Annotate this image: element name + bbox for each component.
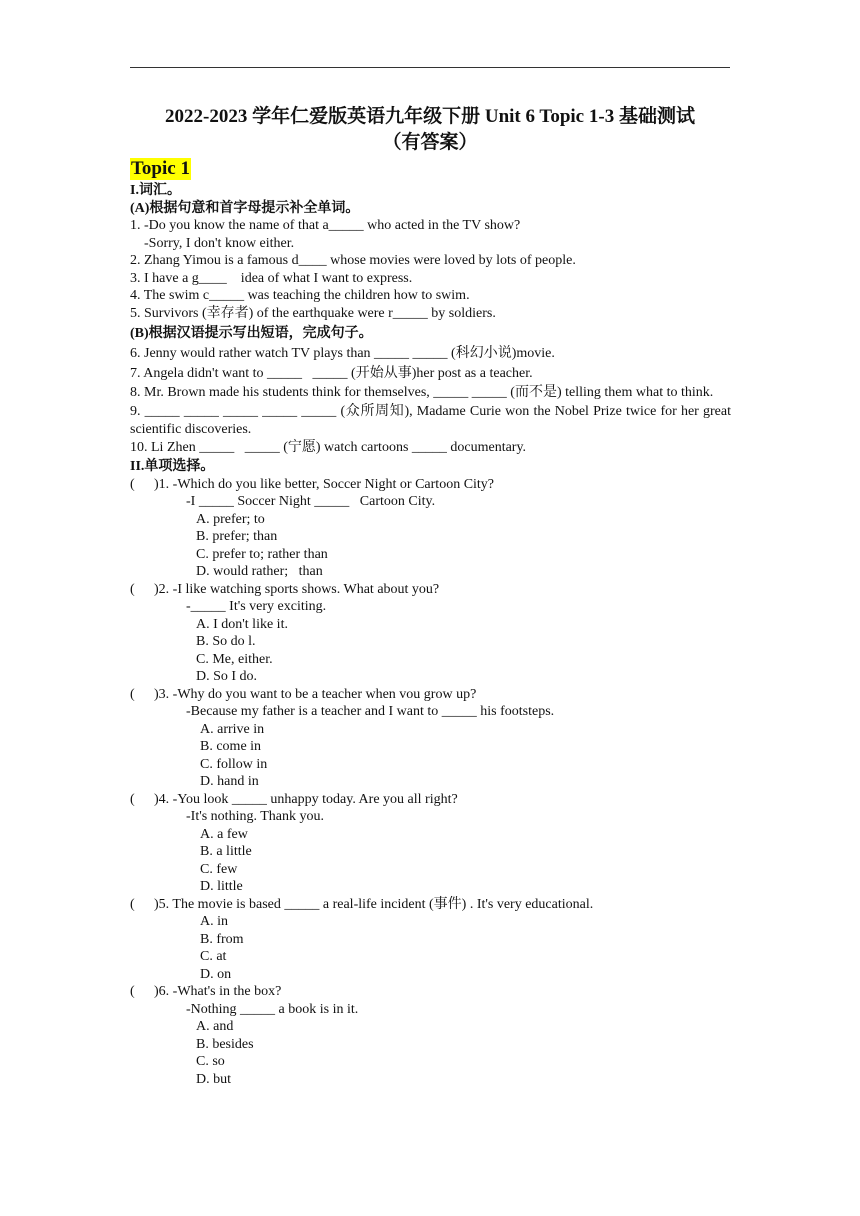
question-text: )2. -I like watching sports shows. What about you?: [154, 581, 440, 597]
option: C. prefer to; rather than: [196, 546, 328, 562]
option: A. and: [196, 1019, 234, 1034]
question-line: -Because my father is a teacher and I want to _____ his footsteps.: [186, 704, 555, 719]
vocab-line: 3. I have a g____ idea of what I want to express.: [130, 270, 413, 286]
answer-paren[interactable]: (: [130, 686, 135, 702]
vocab-line: -Sorry, I don't know either.: [130, 235, 295, 251]
answer-paren[interactable]: (: [130, 581, 135, 597]
mc-question: [130, 686, 731, 704]
vocab-line: 5. Survivors (幸存者) of the earthquake were r_____ by soldiers.: [130, 305, 496, 321]
option: C. few: [200, 861, 238, 877]
option: A. a few: [200, 826, 248, 842]
question-line: -_____ It's very exciting.: [186, 599, 327, 614]
option: A. arrive in: [200, 721, 265, 737]
option: C. so: [196, 1054, 225, 1069]
title-line-1: 2022-2023 学年仁爱版英语九年级下册 Unit 6 Topic 1-3 基础测试: [165, 106, 695, 127]
question-text: )3. -Why do you want to be a teacher when vou grow up?: [154, 686, 477, 702]
part-b-heading: (B)根据汉语提示写出短语，完成句子。: [130, 325, 373, 341]
option: B. prefer; than: [196, 529, 278, 544]
option: A. in: [200, 914, 228, 929]
answer-paren[interactable]: (: [130, 791, 135, 807]
vocab-line: 4. The swim c_____ was teaching the children how to swim.: [130, 288, 470, 303]
question-line: -It's nothing. Thank you.: [186, 809, 324, 824]
option: B. come in: [200, 739, 262, 754]
phrase-question: 6. Jenny would rather watch TV plays than _____ _____ (科幻小说)movie.: [130, 345, 555, 361]
option: D. but: [196, 1071, 231, 1087]
mc-question: [130, 791, 731, 809]
topic-label: Topic 1: [131, 158, 190, 179]
phrase-question: 10. Li Zhen _____ _____ (宁愿) watch cartoons _____ documentary.: [130, 440, 527, 455]
option: A. I don't like it.: [196, 616, 288, 632]
option: D. on: [200, 966, 232, 982]
mc-question: [130, 983, 731, 1001]
answer-paren[interactable]: (: [130, 476, 135, 492]
answer-paren[interactable]: (: [130, 896, 135, 912]
option: B. a little: [200, 844, 252, 859]
option: A. prefer; to: [196, 511, 265, 527]
question-text: )6. -What's in the box?: [154, 984, 282, 999]
option: D. hand in: [200, 774, 259, 789]
option: B. from: [200, 931, 244, 947]
vocab-line: 2. Zhang Yimou is a famous d____ whose movies were loved by lots of people.: [130, 253, 576, 268]
option: D. little: [200, 879, 243, 894]
mc-question: [130, 581, 731, 599]
answer-paren[interactable]: (: [130, 984, 135, 999]
phrase-question: 7. Angela didn't want to _____ _____ (开始从事)her post as a teacher.: [130, 365, 533, 381]
mc-question: [130, 476, 731, 494]
header-rule: [130, 67, 730, 68]
question-line: -I _____ Soccer Night _____ Cartoon City.: [186, 494, 436, 509]
part-a-heading: (A)根据句意和首字母提示补全单词。: [130, 200, 360, 216]
option: D. So I do.: [196, 669, 258, 684]
vocab-line: 1. -Do you know the name of that a_____ who acted in the TV show?: [130, 218, 521, 233]
option: C. Me, either.: [196, 651, 273, 667]
section-heading: II.单项选择。: [130, 459, 215, 474]
question-text: )5. The movie is based _____ a real-life incident (事件) . It's very educational.: [154, 896, 594, 912]
document-body: [130, 182, 731, 1088]
section-heading: I.词汇。: [130, 183, 181, 198]
option: D. would rather; than: [196, 564, 323, 579]
phrase-question: 9. _____ _____ _____ _____ _____ (众所周知), Madame Curie won the Nobel Prize twice for her great scientific discoveries.: [130, 404, 731, 437]
document-title: [130, 104, 730, 156]
question-text: )1. -Which do you like better, Soccer Night or Cartoon City?: [154, 476, 495, 492]
option: B. besides: [196, 1036, 254, 1052]
question-text: )4. -You look _____ unhappy today. Are you all right?: [154, 791, 458, 807]
option: C. at: [200, 949, 227, 964]
phrase-question: 8. Mr. Brown made his students think for themselves, _____ _____ (而不是) telling them what to think.: [130, 384, 714, 400]
option: B. So do l.: [196, 634, 256, 649]
option: C. follow in: [200, 756, 268, 772]
mc-question: [130, 896, 731, 914]
title-line-2: （有答案）: [382, 132, 478, 153]
question-line: -Nothing _____ a book is in it.: [186, 1001, 359, 1017]
